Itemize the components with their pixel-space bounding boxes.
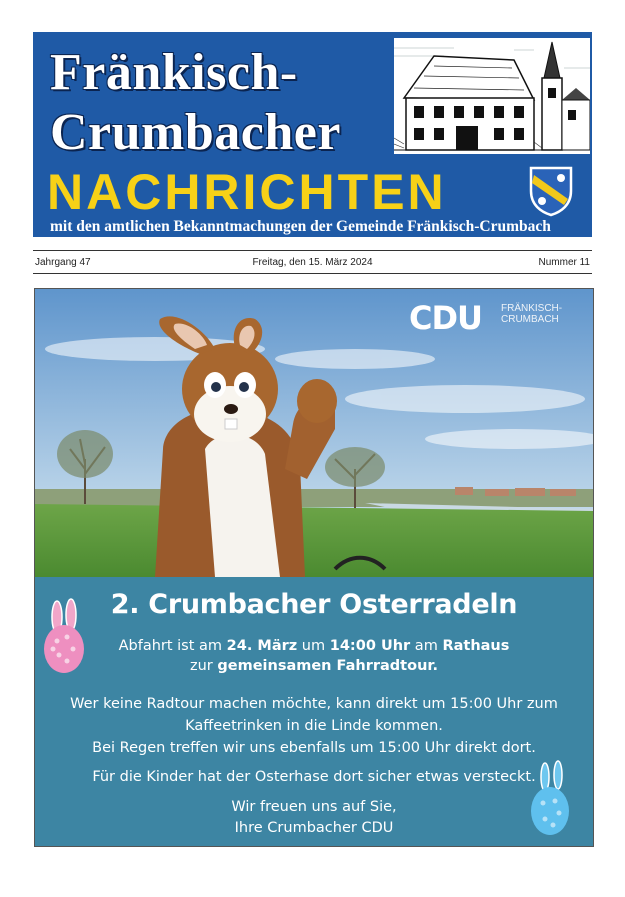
- town-hall-sketch: [394, 38, 590, 154]
- event-location: Rathaus: [442, 638, 510, 654]
- event-time: 14:00 Uhr: [329, 638, 411, 654]
- event-line-tour: [35, 658, 593, 674]
- cdu-logo-sub-line2: CRUMBACH: [501, 314, 559, 325]
- issue-volume: Jahrgang 47: [35, 257, 91, 268]
- event-line-4: Kaffeetrinken in die Linde kommen.: [185, 718, 443, 734]
- event-line-6: Für die Kinder hat der Osterhase dort sicher etwas versteckt.: [92, 769, 536, 785]
- issue-date: Freitag, den 15. März 2024: [252, 257, 373, 268]
- cdu-logo-sub-line1: FRÄNKISCH-: [501, 303, 563, 314]
- event-headline: 2. Crumbacher Osterradeln: [110, 589, 518, 620]
- event-line-departure: [35, 638, 593, 654]
- easter-bunny-photo: [35, 289, 593, 577]
- cdu-logo-subtitle: [501, 303, 562, 325]
- event-line-5: Bei Regen treffen wir uns ebenfalls um 15:00 Uhr direkt dort.: [92, 740, 536, 756]
- text-segment: am: [410, 638, 443, 654]
- cdu-logo: CDU: [409, 299, 483, 337]
- coat-of-arms-icon: [528, 165, 574, 217]
- masthead-nachrichten: NACHRICHTEN: [47, 164, 447, 220]
- text-segment-bold: gemeinsamen Fahrradtour.: [217, 658, 438, 674]
- blue-easter-egg-icon: [525, 759, 575, 839]
- event-date: 24. März: [226, 638, 298, 654]
- text-segment: zur: [190, 658, 218, 674]
- issue-number: Nummer 11: [538, 257, 590, 268]
- cdu-advertisement: [34, 288, 594, 847]
- text-segment: um: [297, 638, 330, 654]
- event-line-3: Wer keine Radtour machen möchte, kann direkt um 15:00 Uhr zum: [70, 696, 558, 712]
- masthead-title-line1: Fränkisch-: [50, 44, 298, 101]
- event-line-8: Ihre Crumbacher CDU: [234, 820, 394, 836]
- issue-info-bar: [33, 250, 592, 274]
- masthead: [33, 32, 592, 237]
- masthead-title-line2: Crumbacher: [50, 104, 341, 161]
- event-line-7: Wir freuen uns auf Sie,: [231, 799, 397, 815]
- masthead-subtitle: mit den amtlichen Bekanntmachungen der Gemeinde Fränkisch-Crumbach: [50, 218, 551, 235]
- text-segment: Abfahrt ist am: [118, 638, 227, 654]
- event-info-panel: [35, 577, 593, 846]
